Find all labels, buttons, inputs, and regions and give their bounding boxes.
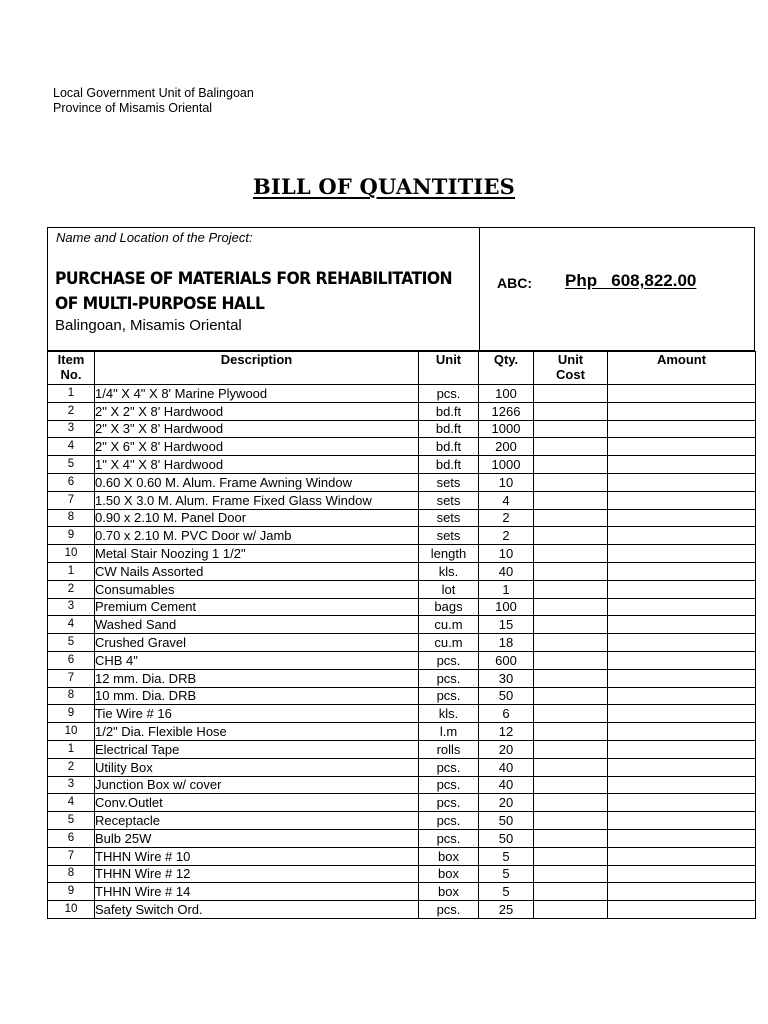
unit-cost-cell: [534, 794, 608, 812]
qty-cell: 15: [479, 616, 534, 634]
unit-cell: pcs.: [419, 687, 479, 705]
table-row: [48, 651, 756, 669]
qty-cell: 18: [479, 634, 534, 652]
table-row: [48, 829, 756, 847]
unit-cost-cell: [534, 473, 608, 491]
item-no-cell: 6: [48, 473, 95, 491]
description-cell: 2" X 3" X 8' Hardwood: [95, 420, 419, 438]
unit-cell: kls.: [419, 562, 479, 580]
table-row: [48, 473, 756, 491]
project-name: [55, 266, 452, 316]
description-cell: 0.70 x 2.10 M. PVC Door w/ Jamb: [95, 527, 419, 545]
qty-cell: 2: [479, 527, 534, 545]
abc-value: Php 608,822.00: [565, 271, 697, 290]
item-no-cell: 4: [48, 794, 95, 812]
qty-cell: 1: [479, 580, 534, 598]
unit-cell: sets: [419, 491, 479, 509]
qty-cell: 2: [479, 509, 534, 527]
unit-cost-cell: [534, 669, 608, 687]
item-no-cell: 2: [48, 402, 95, 420]
qty-cell: 40: [479, 776, 534, 794]
unit-cost-cell: [534, 687, 608, 705]
description-cell: Receptacle: [95, 812, 419, 830]
unit-cell: pcs.: [419, 669, 479, 687]
item-no-cell: 8: [48, 687, 95, 705]
description-cell: Bulb 25W: [95, 829, 419, 847]
unit-cell: pcs.: [419, 776, 479, 794]
amount-cell: [608, 901, 756, 919]
unit-cell: bd.ft: [419, 438, 479, 456]
item-no-cell: 8: [48, 865, 95, 883]
qty-cell: 50: [479, 687, 534, 705]
unit-cell: lot: [419, 580, 479, 598]
qty-cell: 4: [479, 491, 534, 509]
unit-cost-cell: [534, 829, 608, 847]
description-cell: 2" X 6" X 8' Hardwood: [95, 438, 419, 456]
amount-cell: [608, 847, 756, 865]
unit-cell: bd.ft: [419, 456, 479, 474]
amount-cell: [608, 829, 756, 847]
unit-cost-cell: [534, 740, 608, 758]
description-cell: Conv.Outlet: [95, 794, 419, 812]
qty-cell: 30: [479, 669, 534, 687]
table-row: [48, 438, 756, 456]
item-no-cell: 5: [48, 456, 95, 474]
item-no-cell: 10: [48, 545, 95, 563]
amount-cell: [608, 562, 756, 580]
table-body: [48, 385, 756, 919]
table-row: [48, 491, 756, 509]
header-unit-cost: [534, 352, 608, 385]
unit-cost-cell: [534, 776, 608, 794]
amount-cell: [608, 385, 756, 403]
unit-cost-cell: [534, 491, 608, 509]
table-row: [48, 456, 756, 474]
item-no-cell: 1: [48, 740, 95, 758]
description-cell: Junction Box w/ cover: [95, 776, 419, 794]
amount-cell: [608, 634, 756, 652]
unit-cost-cell: [534, 456, 608, 474]
item-no-cell: 2: [48, 580, 95, 598]
unit-cell: bd.ft: [419, 402, 479, 420]
qty-cell: 25: [479, 901, 534, 919]
description-cell: Consumables: [95, 580, 419, 598]
qty-cell: 40: [479, 758, 534, 776]
unit-cost-cell: [534, 509, 608, 527]
table-row: [48, 527, 756, 545]
table-row: [48, 385, 756, 403]
table-row: [48, 687, 756, 705]
item-no-cell: 3: [48, 420, 95, 438]
amount-cell: [608, 758, 756, 776]
description-cell: Safety Switch Ord.: [95, 901, 419, 919]
item-no-cell: 5: [48, 634, 95, 652]
boq-table: [47, 351, 756, 919]
header-qty: Qty.: [479, 352, 534, 385]
qty-cell: 20: [479, 794, 534, 812]
amount-cell: [608, 491, 756, 509]
description-cell: Crushed Gravel: [95, 634, 419, 652]
amount-cell: [608, 812, 756, 830]
table-row: [48, 847, 756, 865]
qty-cell: 20: [479, 740, 534, 758]
table-row: [48, 758, 756, 776]
unit-cell: box: [419, 865, 479, 883]
amount-cell: [608, 420, 756, 438]
description-cell: CHB 4": [95, 651, 419, 669]
unit-cell: box: [419, 847, 479, 865]
description-cell: THHN Wire # 12: [95, 865, 419, 883]
table-row: [48, 669, 756, 687]
qty-cell: 1000: [479, 420, 534, 438]
item-no-cell: 10: [48, 723, 95, 741]
table-row: [48, 794, 756, 812]
header-unit-cost-line1: Unit: [557, 352, 584, 367]
project-name-line1: PURCHASE OF MATERIALS FOR REHABILITATION: [55, 268, 453, 288]
unit-cell: cu.m: [419, 634, 479, 652]
amount-cell: [608, 598, 756, 616]
header-unit-cost-line2: Cost: [556, 367, 585, 382]
unit-cell: l.m: [419, 723, 479, 741]
table-row: [48, 865, 756, 883]
unit-cell: pcs.: [419, 385, 479, 403]
unit-cell: cu.m: [419, 616, 479, 634]
table-row: [48, 776, 756, 794]
unit-cell: pcs.: [419, 812, 479, 830]
table-row: [48, 723, 756, 741]
table-row: [48, 580, 756, 598]
amount-cell: [608, 456, 756, 474]
description-cell: THHN Wire # 14: [95, 883, 419, 901]
unit-cost-cell: [534, 420, 608, 438]
description-cell: Tie Wire # 16: [95, 705, 419, 723]
header-description: Description: [95, 352, 419, 385]
unit-cost-cell: [534, 438, 608, 456]
project-caption: Name and Location of the Project:: [56, 230, 253, 245]
amount-cell: [608, 705, 756, 723]
amount-cell: [608, 402, 756, 420]
description-cell: 12 mm. Dia. DRB: [95, 669, 419, 687]
table-row: [48, 705, 756, 723]
unit-cost-cell: [534, 847, 608, 865]
amount-cell: [608, 651, 756, 669]
amount-cell: [608, 509, 756, 527]
amount-cell: [608, 794, 756, 812]
qty-cell: 10: [479, 545, 534, 563]
description-cell: 1" X 4" X 8' Hardwood: [95, 456, 419, 474]
header-amount: Amount: [608, 352, 756, 385]
description-cell: Metal Stair Noozing 1 1/2": [95, 545, 419, 563]
table-row: [48, 598, 756, 616]
item-no-cell: 3: [48, 598, 95, 616]
item-no-cell: 7: [48, 669, 95, 687]
unit-cost-cell: [534, 865, 608, 883]
item-no-cell: 8: [48, 509, 95, 527]
unit-cost-cell: [534, 723, 608, 741]
qty-cell: 1000: [479, 456, 534, 474]
unit-cell: bags: [419, 598, 479, 616]
description-cell: 1/4" X 4" X 8' Marine Plywood: [95, 385, 419, 403]
project-info-cell: [48, 228, 480, 350]
item-no-cell: 3: [48, 776, 95, 794]
item-no-cell: 9: [48, 705, 95, 723]
amount-cell: [608, 580, 756, 598]
description-cell: Utility Box: [95, 758, 419, 776]
unit-cost-cell: [534, 562, 608, 580]
amount-cell: [608, 616, 756, 634]
unit-cost-cell: [534, 402, 608, 420]
item-no-cell: 4: [48, 438, 95, 456]
table-row: [48, 812, 756, 830]
unit-cell: length: [419, 545, 479, 563]
item-no-cell: 1: [48, 385, 95, 403]
project-location: Balingoan, Misamis Oriental: [55, 317, 242, 334]
item-no-cell: 7: [48, 847, 95, 865]
unit-cell: rolls: [419, 740, 479, 758]
amount-cell: [608, 545, 756, 563]
item-no-cell: 1: [48, 562, 95, 580]
description-cell: 0.90 x 2.10 M. Panel Door: [95, 509, 419, 527]
qty-cell: 10: [479, 473, 534, 491]
unit-cost-cell: [534, 385, 608, 403]
table-row: [48, 420, 756, 438]
qty-cell: 5: [479, 847, 534, 865]
table-row: [48, 883, 756, 901]
item-no-cell: 5: [48, 812, 95, 830]
description-cell: 1/2" Dia. Flexible Hose: [95, 723, 419, 741]
unit-cell: pcs.: [419, 758, 479, 776]
table-row: [48, 545, 756, 563]
item-no-cell: 6: [48, 829, 95, 847]
qty-cell: 100: [479, 385, 534, 403]
qty-cell: 12: [479, 723, 534, 741]
header-item-no-line1: Item: [57, 352, 85, 367]
abc-label: ABC:: [497, 275, 532, 291]
qty-cell: 5: [479, 883, 534, 901]
unit-cell: pcs.: [419, 794, 479, 812]
unit-cell: sets: [419, 473, 479, 491]
header-item-no-line2: No.: [60, 367, 82, 382]
item-no-cell: 4: [48, 616, 95, 634]
qty-cell: 6: [479, 705, 534, 723]
amount-cell: [608, 723, 756, 741]
table-header-row: [48, 352, 756, 385]
description-cell: Electrical Tape: [95, 740, 419, 758]
unit-cell: sets: [419, 527, 479, 545]
amount-cell: [608, 687, 756, 705]
unit-cell: bd.ft: [419, 420, 479, 438]
unit-cell: pcs.: [419, 901, 479, 919]
item-no-cell: 6: [48, 651, 95, 669]
qty-cell: 50: [479, 829, 534, 847]
table-row: [48, 740, 756, 758]
table-row: [48, 616, 756, 634]
table-row: [48, 901, 756, 919]
unit-cell: kls.: [419, 705, 479, 723]
table-row: [48, 634, 756, 652]
qty-cell: 1266: [479, 402, 534, 420]
unit-cell: sets: [419, 509, 479, 527]
document-title-text: BILL OF QUANTITIES: [252, 174, 516, 199]
unit-cell: pcs.: [419, 829, 479, 847]
item-no-cell: 10: [48, 901, 95, 919]
qty-cell: 100: [479, 598, 534, 616]
unit-cell: box: [419, 883, 479, 901]
province-name: Province of Misamis Oriental: [53, 101, 213, 115]
table-row: [48, 509, 756, 527]
table-row: [48, 402, 756, 420]
description-cell: Premium Cement: [95, 598, 419, 616]
item-no-cell: 2: [48, 758, 95, 776]
amount-cell: [608, 740, 756, 758]
header-item-no: [48, 352, 95, 385]
lgu-header: [53, 86, 254, 116]
unit-cost-cell: [534, 598, 608, 616]
description-cell: THHN Wire # 10: [95, 847, 419, 865]
item-no-cell: 9: [48, 527, 95, 545]
amount-cell: [608, 527, 756, 545]
unit-cost-cell: [534, 812, 608, 830]
qty-cell: 600: [479, 651, 534, 669]
description-cell: 10 mm. Dia. DRB: [95, 687, 419, 705]
description-cell: 0.60 X 0.60 M. Alum. Frame Awning Window: [95, 473, 419, 491]
unit-cost-cell: [534, 651, 608, 669]
description-cell: 1.50 X 3.0 M. Alum. Frame Fixed Glass Window: [95, 491, 419, 509]
unit-cost-cell: [534, 616, 608, 634]
unit-cost-cell: [534, 705, 608, 723]
qty-cell: 200: [479, 438, 534, 456]
header-unit: Unit: [419, 352, 479, 385]
unit-cost-cell: [534, 580, 608, 598]
item-no-cell: 9: [48, 883, 95, 901]
document-title: [0, 174, 768, 199]
description-cell: CW Nails Assorted: [95, 562, 419, 580]
amount-cell: [608, 776, 756, 794]
table-row: [48, 562, 756, 580]
unit-cost-cell: [534, 758, 608, 776]
qty-cell: 5: [479, 865, 534, 883]
unit-cost-cell: [534, 545, 608, 563]
project-box: [47, 227, 755, 351]
amount-cell: [608, 883, 756, 901]
item-no-cell: 7: [48, 491, 95, 509]
amount-cell: [608, 473, 756, 491]
amount-cell: [608, 865, 756, 883]
qty-cell: 50: [479, 812, 534, 830]
project-name-line2: OF MULTI-PURPOSE HALL: [55, 293, 265, 313]
unit-cost-cell: [534, 883, 608, 901]
description-cell: 2" X 2" X 8' Hardwood: [95, 402, 419, 420]
qty-cell: 40: [479, 562, 534, 580]
unit-cell: pcs.: [419, 651, 479, 669]
amount-cell: [608, 438, 756, 456]
description-cell: Washed Sand: [95, 616, 419, 634]
unit-cost-cell: [534, 901, 608, 919]
unit-cost-cell: [534, 634, 608, 652]
amount-cell: [608, 669, 756, 687]
unit-cost-cell: [534, 527, 608, 545]
lgu-name: Local Government Unit of Balingoan: [53, 86, 254, 100]
